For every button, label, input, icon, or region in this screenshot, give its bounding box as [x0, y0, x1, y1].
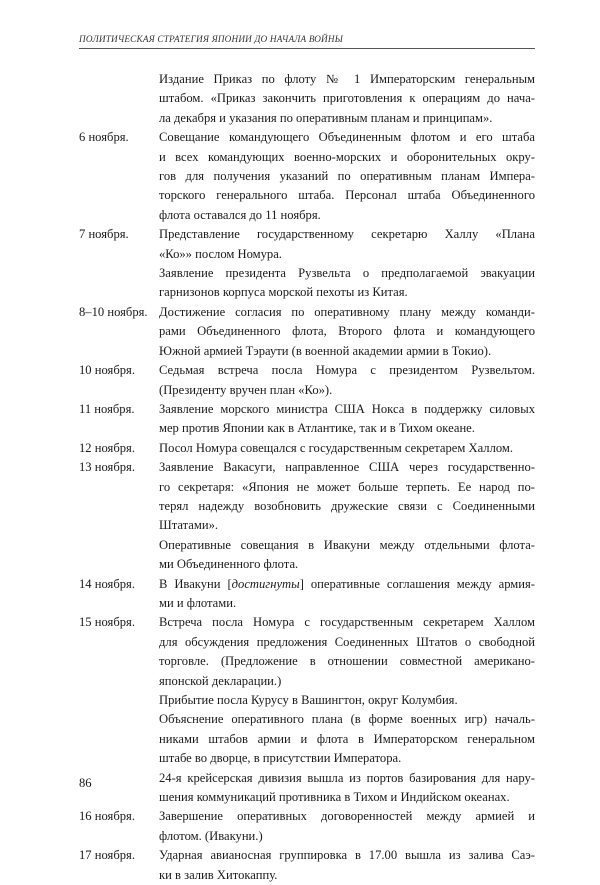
paragraph-line: мер против Японии как в Атлантике, так и в Тихом океане.	[159, 421, 475, 436]
paragraph-line: гов для получения указаний по оперативным планам Импера-	[159, 169, 535, 184]
entry-texts	[159, 303, 535, 361]
paragraph-line: Южной армией Тэраути (в военной академии армии в Токио).	[159, 343, 492, 358]
chronology-entry	[79, 613, 535, 807]
entry-date: 15 ноября.	[79, 615, 135, 630]
entry-texts	[159, 400, 535, 439]
paragraph-line: Издание Приказ по флоту № 1 Императорским генеральным	[159, 72, 535, 86]
entry-texts	[159, 439, 535, 458]
chronology-entry	[79, 400, 535, 439]
paragraph-line: Оперативные совещания в Ивакуни между отдельными флота-	[159, 537, 535, 552]
paragraph-line: Встреча посла Номура с государственным секретарем Халлом	[159, 615, 535, 630]
chronology-entry	[79, 225, 535, 303]
paragraph-line: никами штабов армии и флота в Императорском генеральном	[159, 731, 535, 746]
paragraph-line: и всех командующих военно-морских и оборонительных окру-	[159, 149, 535, 164]
paragraph-line: Посол Номура совещался с государственным секретарем Халлом.	[159, 440, 514, 455]
entry-paragraph	[159, 846, 535, 885]
paragraph-line: Заявление президента Рузвельта о предполагаемой эвакуации	[159, 266, 535, 281]
entry-date: 13 ноября.	[79, 460, 135, 475]
entry-texts	[159, 361, 535, 400]
entry-paragraph	[159, 710, 535, 768]
paragraph-line: японской декларации.)	[159, 673, 282, 688]
entry-paragraph	[159, 225, 535, 264]
entry-texts	[159, 70, 535, 128]
entry-texts	[159, 458, 535, 574]
entry-texts	[159, 846, 535, 885]
paragraph-line: флотом. (Ивакуни.)	[159, 828, 263, 843]
entry-date: 14 ноября.	[79, 576, 135, 591]
paragraph-line: Ударная авианосная группировка в 17.00 вышла из залива Саэ-	[159, 848, 535, 863]
entry-paragraph	[159, 400, 535, 439]
entry-paragraph	[159, 536, 535, 575]
paragraph-line: Совещание командующего Объединенным флотом и его штаба	[159, 130, 535, 145]
paragraph-line: Седьмая встреча посла Номура с президентом Рузвельтом.	[159, 363, 535, 378]
entry-paragraph	[159, 691, 535, 710]
entry-paragraph	[159, 613, 535, 691]
page-number: 86	[79, 776, 92, 790]
paragraph-line: Достижение согласия по оперативному плану между команди-	[159, 304, 535, 319]
paragraph-line: ми Объединенного флота.	[159, 557, 299, 572]
entry-date: 11 ноября.	[79, 401, 135, 416]
chronology-entry	[79, 846, 535, 885]
paragraph-line: В Ивакуни [достигнуты] оперативные соглашения между армия-	[159, 576, 535, 591]
entry-texts	[159, 575, 535, 614]
entry-paragraph	[159, 70, 535, 128]
entry-texts	[159, 807, 535, 846]
entry-paragraph	[159, 439, 535, 458]
paragraph-line: для обсуждения предложения Соединенных Штатов о свободной	[159, 634, 535, 649]
entry-paragraph	[159, 128, 535, 225]
entry-texts	[159, 128, 535, 225]
entry-paragraph	[159, 303, 535, 361]
entry-texts	[159, 225, 535, 303]
entry-paragraph	[159, 769, 535, 808]
entry-date	[79, 70, 159, 128]
paragraph-line: Заявление морского министра США Нокса в поддержку силовых	[159, 401, 535, 416]
paragraph-line: Объяснение оперативного плана (в форме военных игр) началь-	[159, 712, 535, 727]
paragraph-line: шения коммуникаций противника в Тихом и Индийском океанах.	[159, 790, 510, 805]
chronology-list	[79, 70, 535, 885]
entry-date: 16 ноября.	[79, 809, 135, 824]
paragraph-line: штабе во дворце, в присутствии Императора.	[159, 751, 402, 766]
paragraph-line: Завершение оперативных договоренностей между армией и	[159, 809, 535, 824]
paragraph-line: ки в залив Хитокаппу.	[159, 867, 278, 882]
paragraph-line: Прибытие посла Курусу в Вашингтон, округ Колумбия.	[159, 693, 458, 707]
paragraph-line: флота оставался до 11 ноября.	[159, 207, 321, 222]
entry-date: 8–10 ноября.	[79, 304, 148, 319]
paragraph-line: торговле. (Предложение в отношении совместной американо-	[159, 654, 535, 669]
paragraph-line: штабом. «Приказ закончить приготовления к операциям до нача-	[159, 91, 535, 106]
chronology-entry	[79, 807, 535, 846]
chronology-entry	[79, 303, 535, 361]
paragraph-line: Штатами».	[159, 518, 219, 533]
paragraph-line: рами Объединенного флота, Второго флота и командующего	[159, 324, 535, 339]
entry-date: 17 ноября.	[79, 848, 135, 863]
paragraph-line: гарнизонов корпуса морской пехоты из Китая.	[159, 285, 408, 300]
entry-date: 7 ноября.	[79, 227, 129, 242]
chronology-entry	[79, 439, 535, 458]
paragraph-line: торского генерального штаба. Персонал штаба Объединенного	[159, 188, 535, 203]
paragraph-line: ми и флотами.	[159, 595, 237, 610]
paragraph-line: Представление государственному секретарю Халлу «Плана	[159, 227, 535, 242]
paragraph-line: 24-я крейсерская дивизия вышла из портов базирования для нару-	[159, 770, 535, 785]
chronology-entry	[79, 70, 535, 128]
paragraph-line: Заявление Вакасуги, направленное США через государственно-	[159, 460, 535, 475]
entry-paragraph	[159, 575, 535, 614]
paragraph-line: «Ко»» послом Номура.	[159, 246, 282, 261]
entry-date: 12 ноября.	[79, 440, 135, 455]
chronology-entry	[79, 458, 535, 574]
entry-paragraph	[159, 458, 535, 536]
entry-paragraph	[159, 807, 535, 846]
entry-date: 10 ноября.	[79, 363, 135, 378]
entry-date: 6 ноября.	[79, 130, 129, 145]
chronology-entry	[79, 575, 535, 614]
entry-paragraph	[159, 264, 535, 303]
paragraph-line: (Президенту вручен план «Ко»).	[159, 382, 333, 397]
chronology-entry	[79, 361, 535, 400]
running-header: ПОЛИТИЧЕСКАЯ СТРАТЕГИЯ ЯПОНИИ ДО НАЧАЛА ВОЙНЫ	[79, 34, 535, 49]
paragraph-line: ла декабря и указания по оперативным планам и принципам».	[159, 110, 493, 125]
chronology-entry	[79, 128, 535, 225]
entry-paragraph	[159, 361, 535, 400]
paragraph-line: го секретаря: «Япония не может больше терпеть. Ее народ по-	[159, 479, 535, 494]
entry-texts	[159, 613, 535, 807]
paragraph-line: терял надежду возобновить дружеские связи с Соединенными	[159, 498, 535, 513]
